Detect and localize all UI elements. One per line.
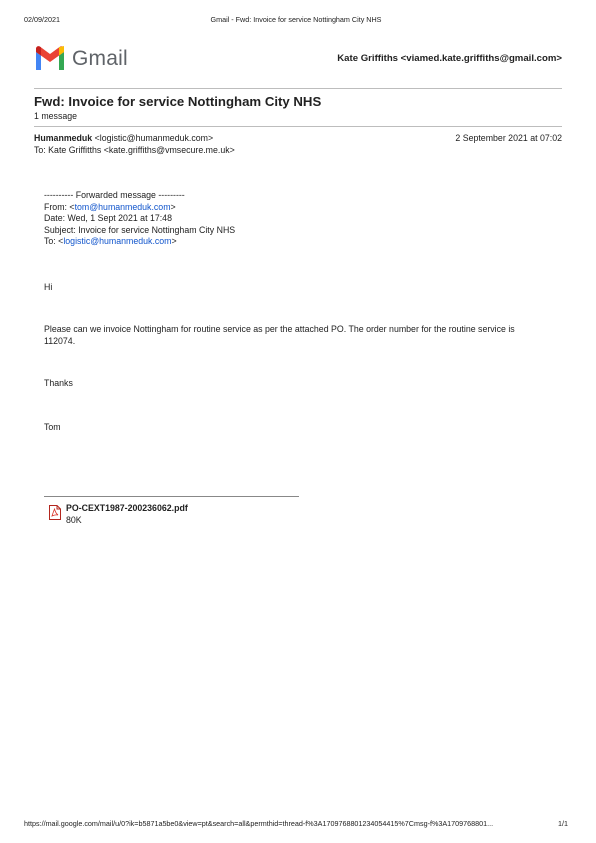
print-header — [24, 15, 568, 27]
attachment-name[interactable]: PO-CEXT1987-200236062.pdf — [66, 503, 188, 513]
forwarded-to: To: <logistic@humanmeduk.com> — [44, 236, 177, 247]
pdf-file-icon — [49, 505, 61, 520]
print-url: https://mail.google.com/mail/u/0?ik=b5871a5be0&view=pt&search=all&permthid=thread-f%3A1709768801234054415%7Cmsg-f%3A1709768801... — [24, 819, 494, 828]
recipient-line: To: Kate Griffitths <kate.griffiths@vmsecure.me.uk> — [34, 145, 235, 155]
thread-subject: Fwd: Invoice for service Nottingham City NHS — [34, 94, 322, 109]
forwarded-block — [44, 190, 235, 248]
body-paragraph: Please can we invoice Nottingham for routine service as per the attached PO. The order number for the routine service is 112074. — [44, 324, 515, 346]
gmail-header — [34, 44, 562, 74]
print-footer — [24, 819, 568, 831]
greeting: Hi — [44, 282, 53, 292]
attachment-divider — [44, 496, 299, 497]
gmail-wordmark: Gmail — [72, 47, 128, 70]
message-count: 1 message — [34, 111, 78, 121]
attachment-size: 80K — [66, 515, 82, 525]
forwarded-subject: Subject: Invoice for service Nottingham City NHS — [44, 224, 236, 235]
forwarded-header: ---------- Forwarded message --------- — [44, 190, 185, 200]
forwarded-date: Date: Wed, 1 Sept 2021 at 17:48 — [44, 213, 172, 224]
to-email-link[interactable]: logistic@humanmeduk.com — [63, 236, 172, 247]
divider — [34, 88, 562, 89]
divider — [34, 126, 562, 127]
sender-line — [34, 133, 213, 143]
account-label: Kate Griffiths <viamed.kate.griffiths@gmail.com> — [337, 53, 562, 64]
page-number: 1/1 — [558, 819, 568, 828]
print-title: Gmail - Fwd: Invoice for service Nottingham City NHS — [210, 15, 382, 24]
gmail-m-icon — [34, 46, 66, 70]
sent-date: 2 September 2021 at 07:02 — [455, 133, 562, 143]
from-email-link[interactable]: tom@humanmeduk.com — [74, 201, 171, 212]
print-date: 02/09/2021 — [24, 15, 60, 24]
sender-name: Humanmeduk — [34, 133, 93, 143]
gmail-logo[interactable] — [34, 46, 130, 72]
closing: Thanks — [44, 378, 73, 388]
signature: Tom — [44, 422, 61, 432]
forwarded-from: From: <tom@humanmeduk.com> — [44, 201, 176, 212]
sender-email: <logistic@humanmeduk.com> — [94, 133, 214, 143]
